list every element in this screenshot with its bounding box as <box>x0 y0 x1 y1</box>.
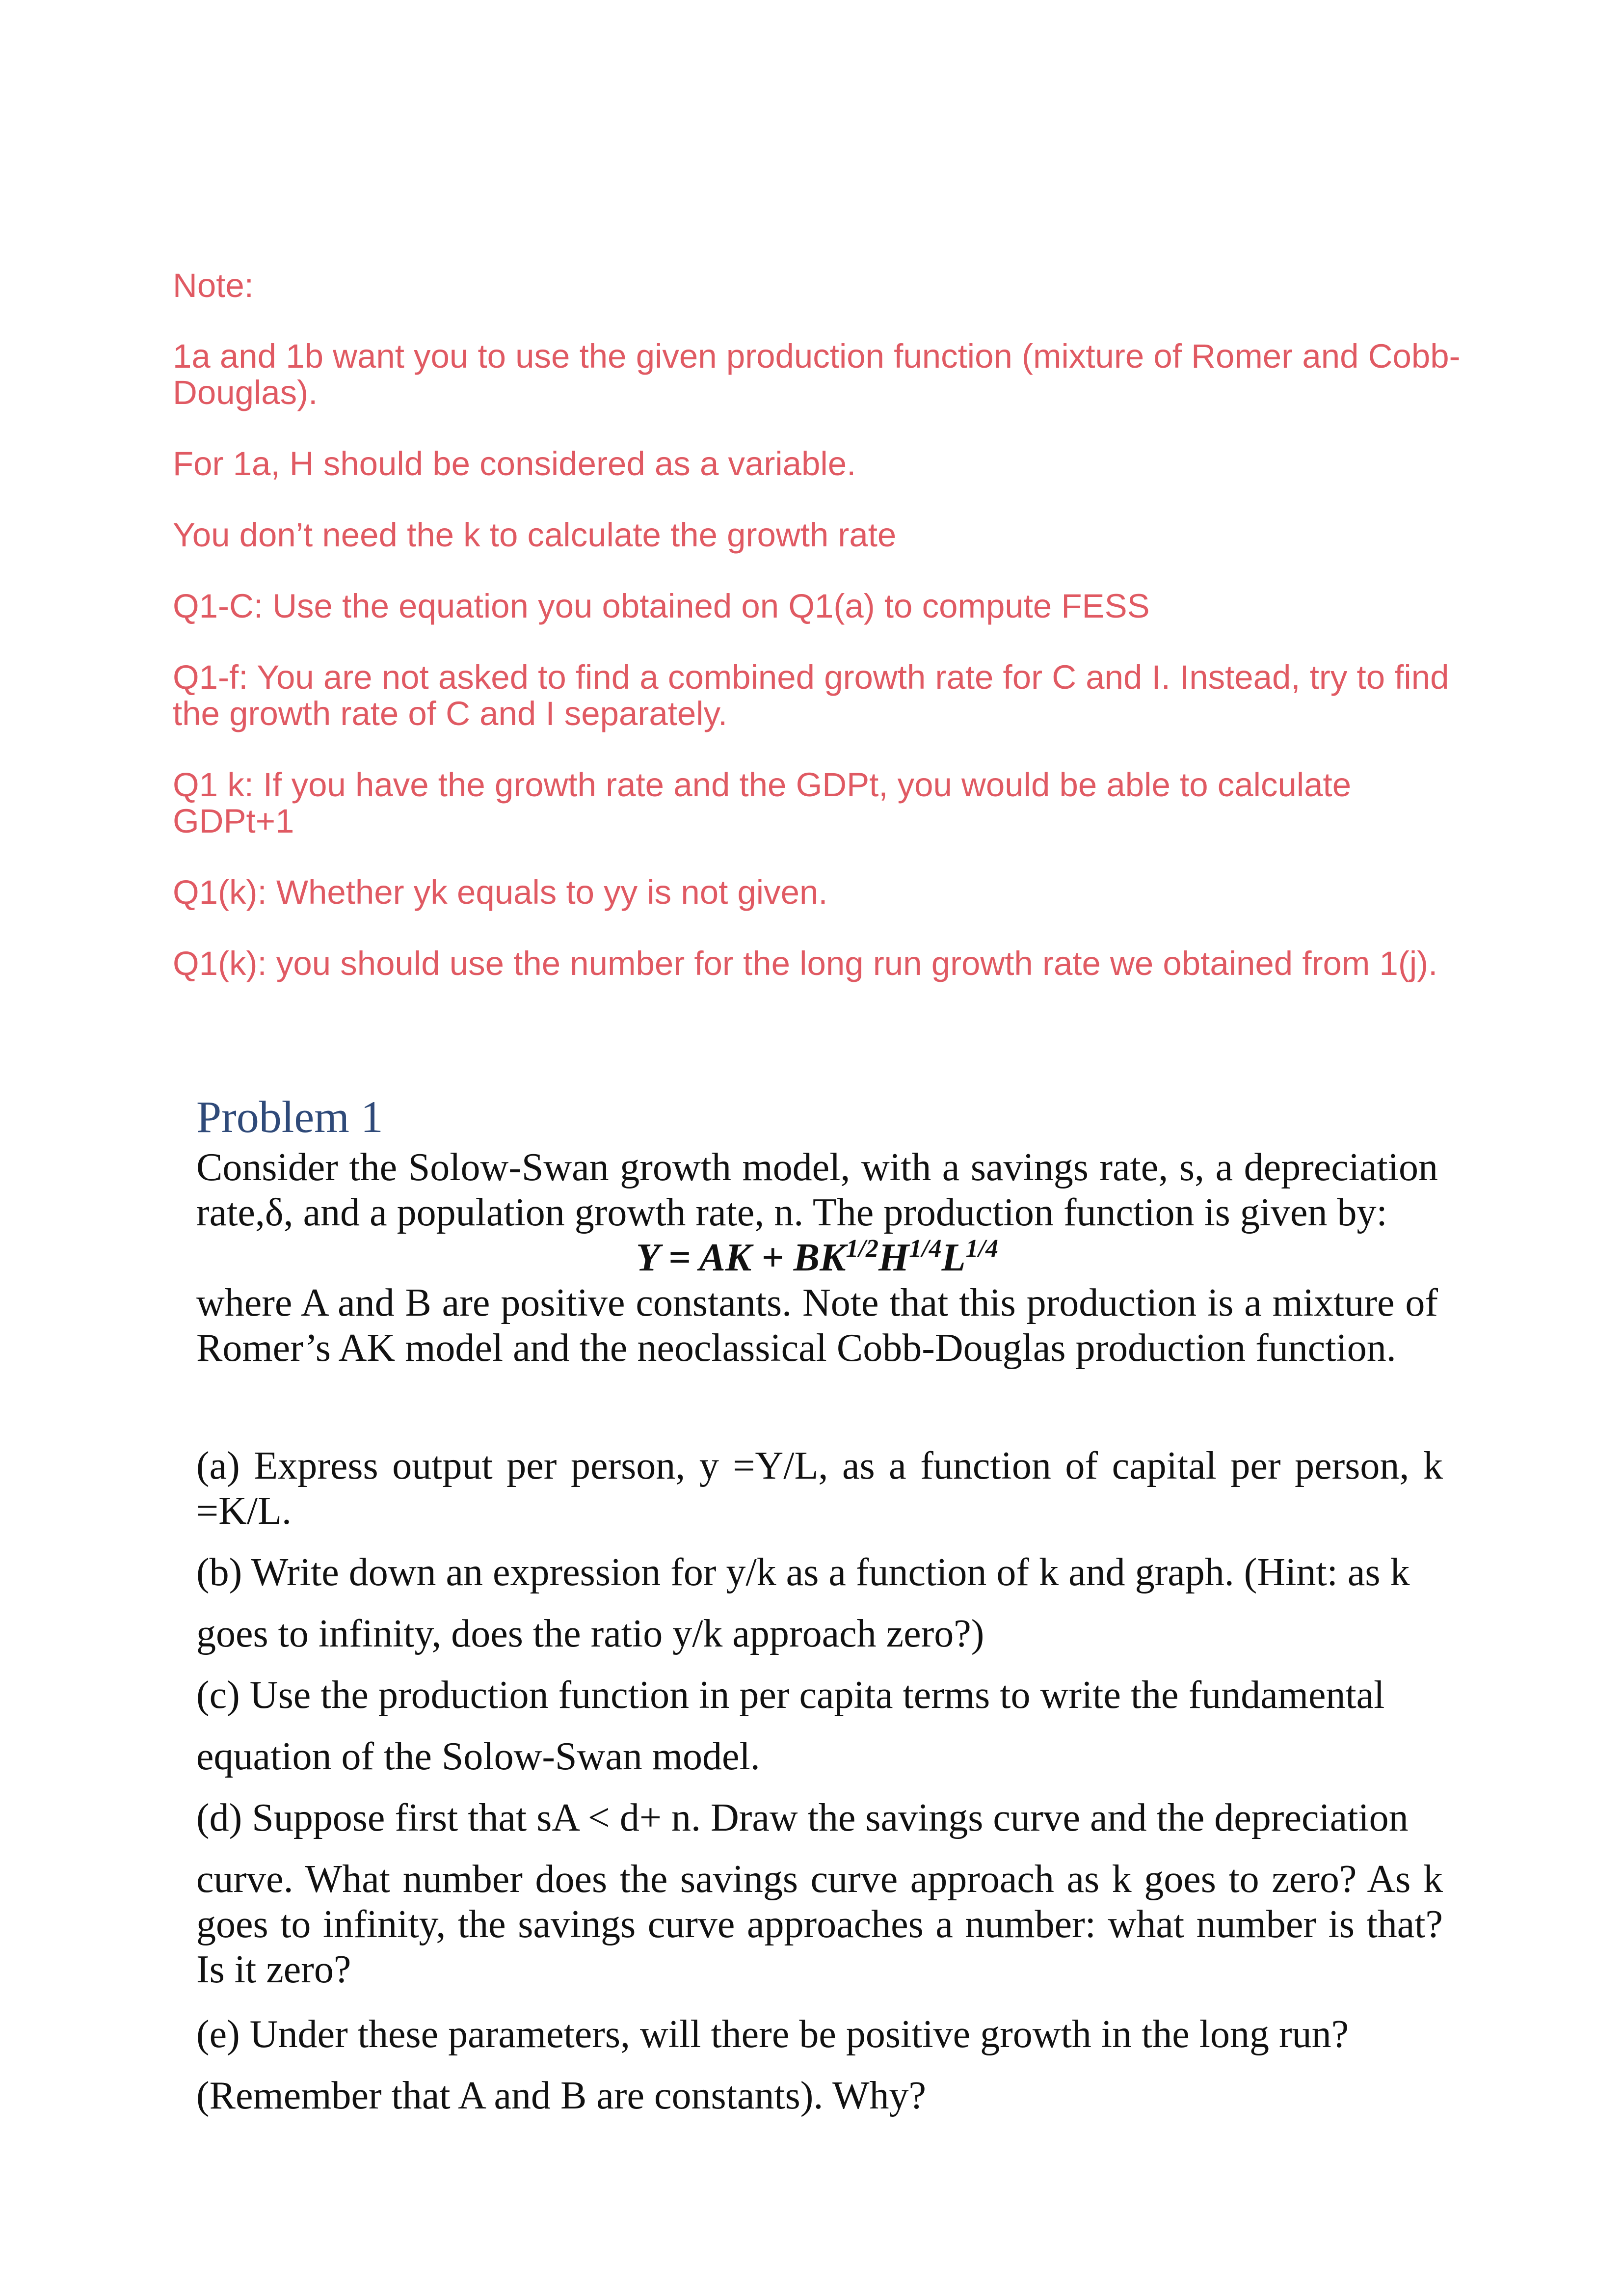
note-item: Q1 k: If you have the growth rate and the GDPt, you would be able to calculate GDPt+1 <box>173 766 1352 840</box>
instructor-notes <box>173 268 1468 1017</box>
equation-exponent: 1/4 <box>965 1235 998 1263</box>
problem-intro: Consider the Solow-Swan growth model, with a savings rate, s, a depreciation rate,δ, and a population growth rate, n. The production function is given by: <box>196 1146 1438 1234</box>
question-d-line1: (d) Suppose first that sA < d+ n. Draw the savings curve and the depreciation <box>196 1796 1409 1839</box>
note-item: Q1(k): you should use the number for the long run growth rate we obtained from 1(j). <box>173 945 1438 982</box>
note-item: For 1a, H should be considered as a variable. <box>173 445 856 483</box>
question-d-line2: curve. What number does the savings curve approach as k goes to zero? As k goes to infinity, the savings curve approaches a number: what number is that? Is it zero? <box>196 1858 1443 1991</box>
note-item: 1a and 1b want you to use the given production function (mixture of Romer and Cobb-Douglas). <box>173 337 1461 411</box>
question-e-line1: (e) Under these parameters, will there be positive growth in the long run? <box>196 2013 1349 2056</box>
equation-exponent: 1/4 <box>909 1235 942 1263</box>
equation-exponent: 1/2 <box>846 1235 878 1263</box>
problem-title: Problem 1 <box>196 1092 383 1142</box>
note-item: Q1-f: You are not asked to find a combined growth rate for C and I. Instead, try to find the growth rate of C and I separately. <box>173 658 1449 732</box>
problem-section <box>196 1090 1438 1371</box>
problem-after-equation: where A and B are positive constants. Note that this production is a mixture of Romer’s AK model and the neoclassical Cobb-Douglas production function. <box>196 1281 1438 1370</box>
note-heading: Note: <box>173 267 254 304</box>
question-a: (a) Express output per person, y =Y/L, as a function of capital per person, k =K/L. <box>196 1444 1443 1533</box>
question-c-line1: (c) Use the production function in per capita terms to write the fundamental <box>196 1674 1385 1717</box>
note-item: Q1-C: Use the equation you obtained on Q1(a) to compute FESS <box>173 587 1150 625</box>
question-e-line2: (Remember that A and B are constants). Why? <box>196 2074 926 2117</box>
equation-lhs: Y = AK + BK <box>636 1236 846 1279</box>
production-function-equation <box>196 1235 1438 1280</box>
equation-l: L <box>941 1236 966 1279</box>
question-b-line1: (b) Write down an expression for y/k as a function of k and graph. (Hint: as k <box>196 1551 1410 1594</box>
question-b-line2: goes to infinity, does the ratio y/k approach zero?) <box>196 1612 984 1655</box>
note-item: You don’t need the k to calculate the growth rate <box>173 516 897 554</box>
note-item: Q1(k): Whether yk equals to yy is not given. <box>173 873 828 911</box>
question-list <box>196 1443 1443 2118</box>
question-c-line2: equation of the Solow-Swan model. <box>196 1735 760 1778</box>
equation-h: H <box>878 1236 909 1279</box>
